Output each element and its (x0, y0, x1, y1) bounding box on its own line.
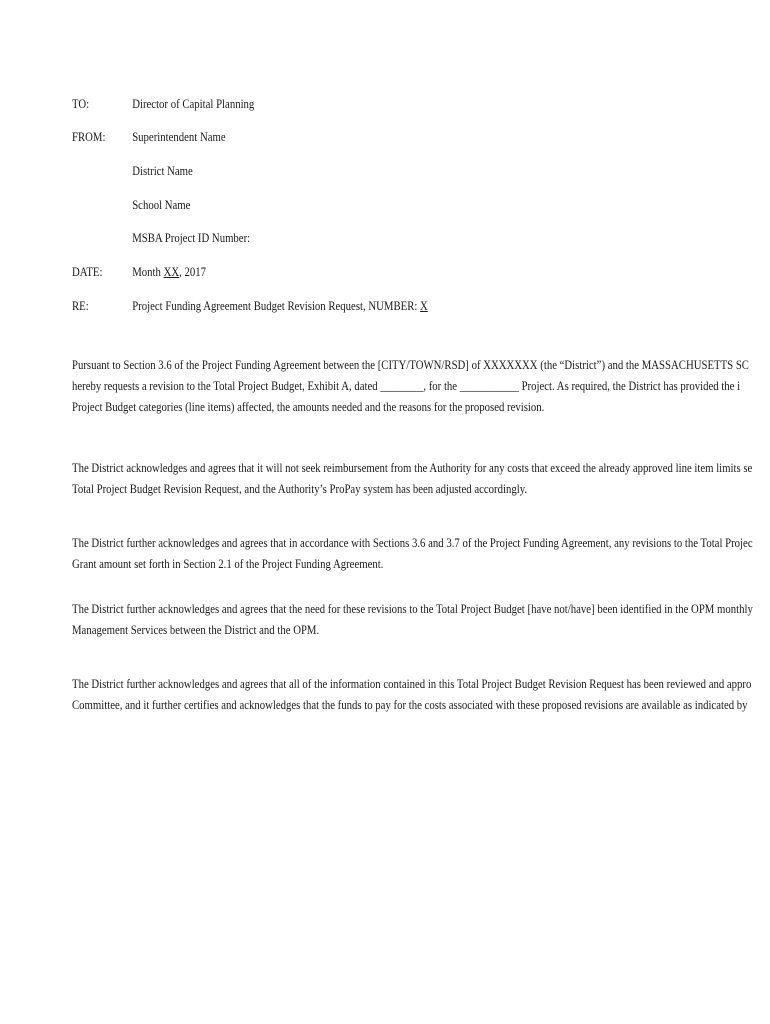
memo-re-number: X (420, 299, 428, 313)
paragraph-line: The District acknowledges and agrees that it will not seek reimbursement from the Authority for any costs that exceed the already approved line item limits se (72, 461, 753, 475)
body-paragraph-5 (72, 674, 770, 716)
memo-date-value (132, 264, 206, 280)
paragraph-line: Project Budget categories (line items) affected, the amounts needed and the reasons for the proposed revision. (72, 400, 545, 414)
memo-to-row (72, 96, 254, 112)
memo-re-value (132, 298, 428, 314)
memo-to-value: Director of Capital Planning (132, 97, 255, 111)
paragraph-line: Total Project Budget Revision Request, and the Authority’s ProPay system has been adjusted accordingly. (72, 482, 528, 496)
paragraph-line: hereby requests a revision to the Total Project Budget, Exhibit A, dated ________, for the ___________ Project. As required, the District has provided the i (72, 379, 741, 393)
memo-school-name: School Name (132, 198, 191, 212)
memo-date-prefix: Month (132, 265, 164, 279)
memo-re-label: RE: (72, 299, 89, 313)
memo-date-label: DATE: (72, 265, 103, 279)
memo-project-id-row (72, 230, 250, 246)
memo-to-label: TO: (72, 97, 90, 111)
body-paragraph-4 (72, 599, 770, 641)
memo-district-row (72, 163, 193, 179)
paragraph-line: Management Services between the District and the OPM. (72, 623, 320, 637)
paragraph-line: The District further acknowledges and agrees that in accordance with Sections 3.6 and 3.7 of the Project Funding Agreement, any revisions to the Total Projec (72, 536, 753, 550)
paragraph-line: Committee, and it further certifies and acknowledges that the funds to pay for the costs associated with these proposed revisions are available as indicated by (72, 698, 748, 712)
memo-district-name: District Name (132, 164, 193, 178)
body-paragraph-3 (72, 533, 770, 575)
paragraph-line: Grant amount set forth in Section 2.1 of the Project Funding Agreement. (72, 557, 384, 571)
memo-re-row (72, 298, 428, 314)
memo-date-placeholder: XX (163, 265, 180, 279)
memo-project-id: MSBA Project ID Number: (132, 231, 251, 245)
memo-from-value: Superintendent Name (132, 130, 226, 144)
paragraph-line: The District further acknowledges and agrees that the need for these revisions to the Total Project Budget [have not/have] been identified in the OPM monthly (72, 602, 753, 616)
memo-re-prefix: Project Funding Agreement Budget Revision Request, NUMBER: (132, 299, 421, 313)
memo-date-suffix: , 2017 (179, 265, 206, 279)
body-paragraph-2 (72, 458, 770, 500)
memo-from-label: FROM: (72, 130, 106, 144)
memo-date-row (72, 264, 206, 280)
body-paragraph-1 (72, 355, 770, 418)
paragraph-line: Pursuant to Section 3.6 of the Project Funding Agreement between the [CITY/TOWN/RSD] of XXXXXXX (the “District”) and the MASSACHUSETTS SC (72, 358, 749, 372)
memo-from-row (72, 129, 226, 145)
memo-school-row (72, 197, 190, 213)
paragraph-line: The District further acknowledges and agrees that all of the information contained in this Total Project Budget Revision Request has been reviewed and appro (72, 677, 752, 691)
